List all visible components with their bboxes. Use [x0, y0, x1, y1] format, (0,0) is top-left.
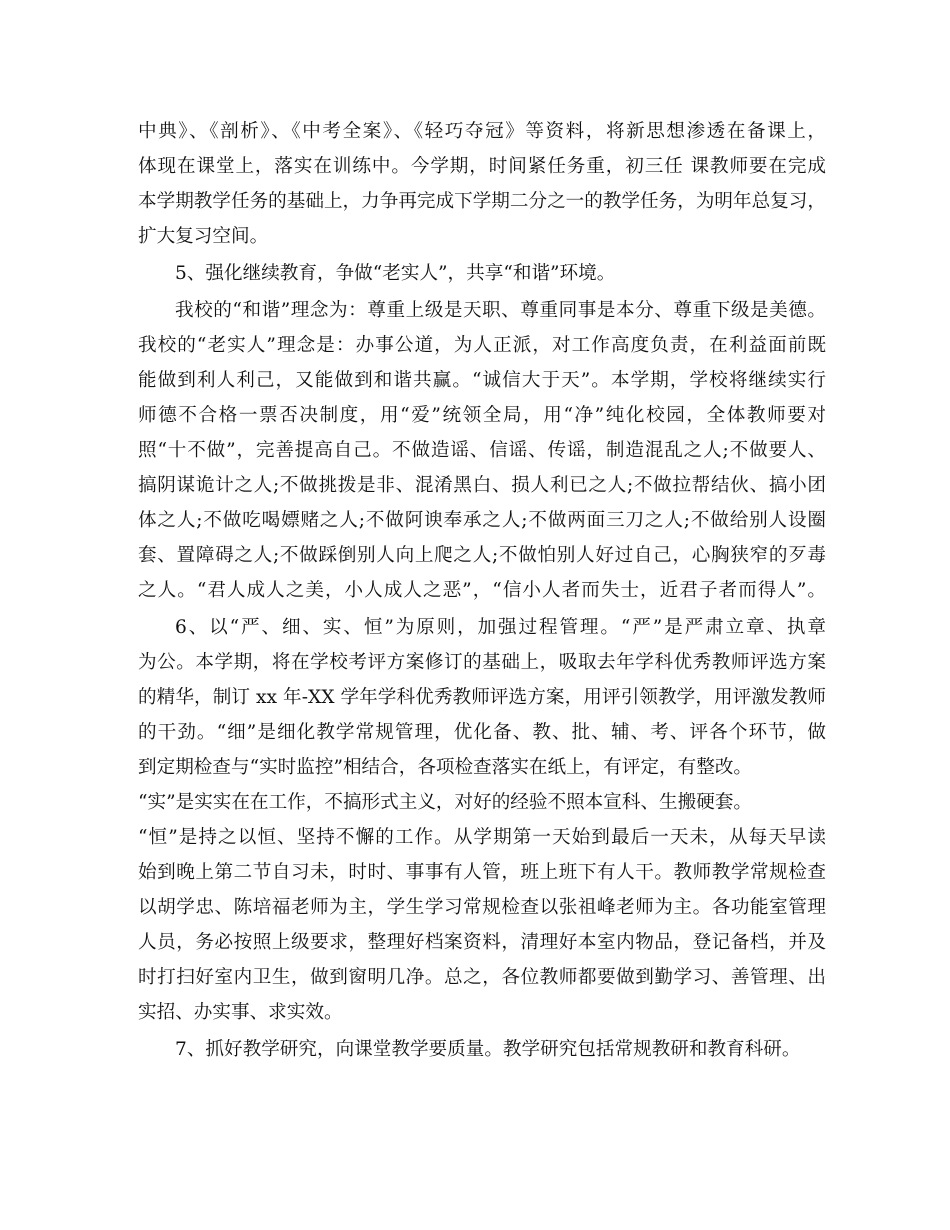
text-line: 的精华，制订 xx 年-XX 学年学科优秀教师评选方案，用评引领教学，用评激发教师	[138, 687, 826, 708]
paragraph-3	[138, 293, 826, 608]
section-heading: 7、抓好教学研究，向课堂教学要质量。教学研究包括常规教研和教育科研。	[175, 1039, 801, 1060]
text-line: 中典》、《剖析》、《中考全案》、《轻巧夺冠》等资料，将新思想渗透在备课上，	[138, 121, 826, 142]
text-line: “实”是实实在在工作，不搞形式主义，对好的经验不照本宣科、生搬硬套。	[138, 792, 753, 813]
text-line: 实招、办实事、求实效。	[138, 1002, 343, 1023]
text-line: 为公。本学期，将在学校考评方案修订的基础上，吸取去年学科优秀教师评选方案	[138, 652, 826, 673]
text-line: 始到晚上第二节自习未，时时、事事有人管，班上班下有人干。教师教学常规检查	[138, 862, 826, 883]
text-line: 师德不合格一票否决制度，用“爱”统领全局，用“净”纯化校园，全体教师要对	[138, 405, 826, 426]
text-line: 的干劲。“细”是细化教学常规管理，优化备、教、批、辅、考、评各个环节，做	[138, 722, 826, 743]
section-heading: 6、以“严、细、实、恒”为原则，加强过程管理。“严”是严肃立章、执章	[175, 617, 826, 638]
text-line: 之人。“君人成人之美，小人成人之恶”，“信小人者而失士，近君子者而得人”。	[138, 580, 826, 601]
paragraph-2	[138, 256, 826, 291]
text-line: 人员，务必按照上级要求，整理好档案资料，清理好本室内物品，登记备档，并及	[138, 932, 826, 953]
text-line: 搞阴谋诡计之人;不做挑拨是非、混淆黑白、损人利已之人;不做拉帮结伙、搞小团	[138, 475, 826, 496]
text-line: 我校的“老实人”理念是：办事公道，为人正派，对工作高度负责，在利益面前既	[138, 335, 826, 356]
text-line: 套、置障碍之人;不做踩倒别人向上爬之人;不做怕别人好过自己，心胸狭窄的歹毒	[138, 545, 826, 566]
text-line: 体之人;不做吃喝嫖赌之人;不做阿谀奉承之人;不做两面三刀之人;不做给别人设圈	[138, 510, 826, 531]
section-heading: 5、强化继续教育，争做“老实人”，共享“和谐”环境。	[175, 263, 616, 284]
paragraph-1	[138, 114, 826, 254]
text-line: 能做到利人利己，又能做到和谐共赢。“诚信大于天”。本学期，学校将继续实行	[138, 370, 826, 391]
text-line: 时打扫好室内卫生，做到窗明几净。总之，各位教师都要做到勤学习、善管理、出	[138, 967, 826, 988]
text-line: 本学期教学任务的基础上，力争再完成下学期二分之一的教学任务，为明年总复习，	[138, 191, 826, 212]
paragraph-5	[138, 1032, 826, 1067]
text-line: 照“十不做”，完善提高自己。不做造谣、信谣、传谣，制造混乱之人;不做要人、	[138, 440, 826, 461]
text-line: 到定期检查与“实时监控”相结合，各项检查落实在纸上，有评定，有整改。	[138, 757, 753, 778]
text-line: 扩大复习空间。	[138, 226, 269, 247]
text-line: 我校的“和谐”理念为：尊重上级是天职、尊重同事是本分、尊重下级是美德。	[175, 300, 826, 321]
paragraph-4	[138, 610, 826, 1030]
text-line: 体现在课堂上，落实在训练中。今学期，时间紧任务重，初三任 课教师要在完成	[138, 156, 826, 177]
text-line: “恒”是持之以恒、坚持不懈的工作。从学期第一天始到最后一天未，从每天早读	[138, 827, 826, 848]
text-line: 以胡学忠、陈培福老师为主，学生学习常规检查以张祖峰老师为主。各功能室管理	[138, 897, 826, 918]
document-body	[138, 114, 826, 1067]
